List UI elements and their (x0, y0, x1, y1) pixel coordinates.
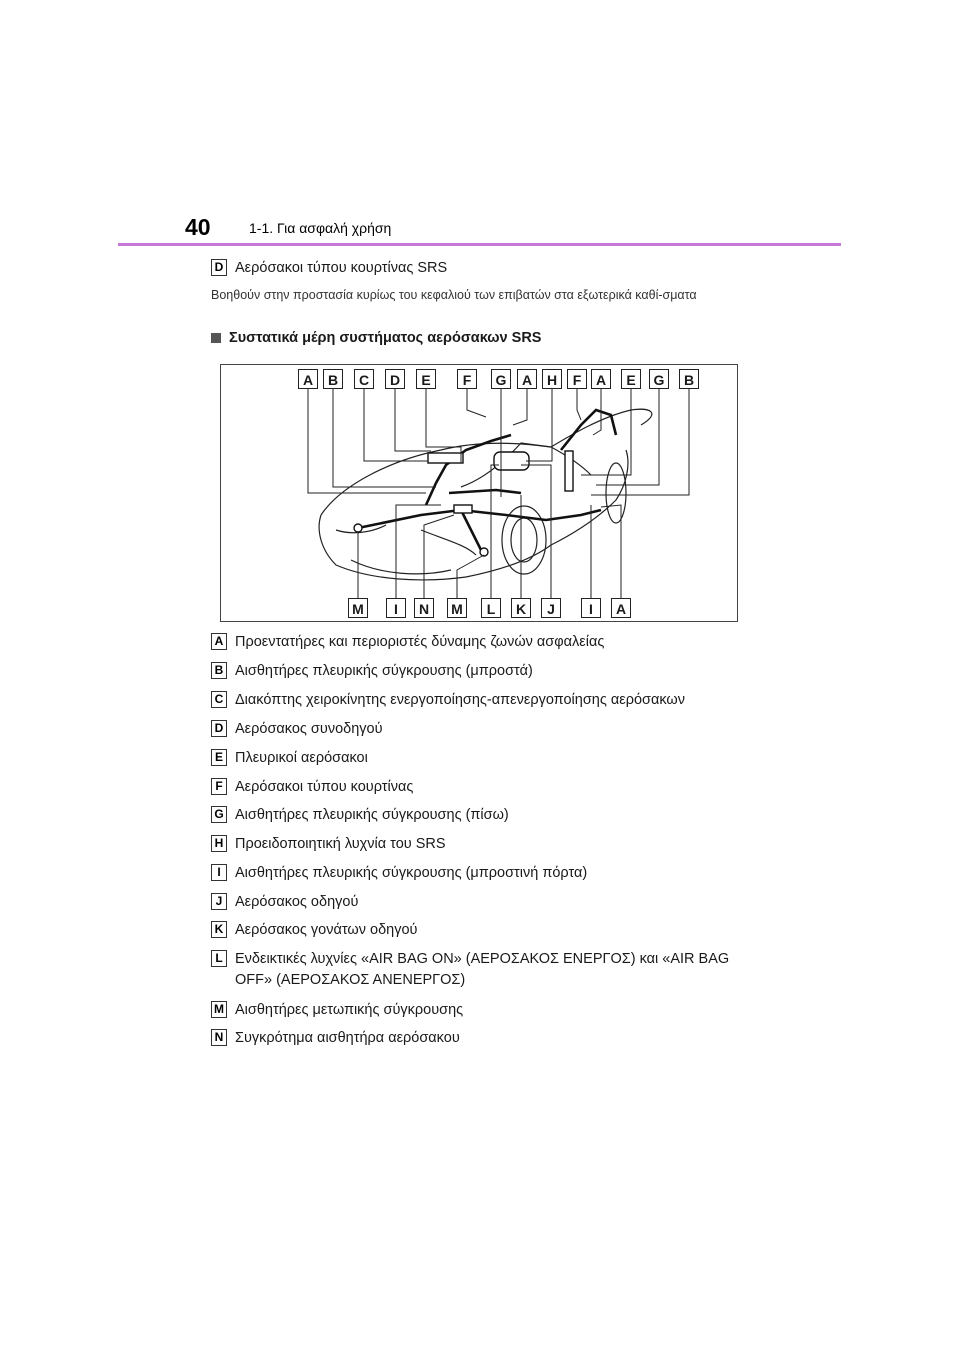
leader-f1 (467, 387, 486, 417)
intro-text: Αερόσακοι τύπου κουρτίνας SRS (235, 260, 448, 276)
callout-top-8: A (517, 369, 537, 389)
legend-text: Συγκρότημα αισθητήρα αερόσακου (235, 1030, 460, 1046)
front-sensor-left (354, 524, 362, 532)
driver-airbag-module (494, 452, 529, 470)
legend-text: Διακόπτης χειροκίνητης ενεργοποίησης-απενεργοποίησης αερόσακων (235, 692, 685, 708)
intro-item (211, 258, 755, 279)
legend-item (211, 690, 755, 711)
legend-label: E (211, 749, 227, 766)
callout-bottom-2: I (386, 598, 406, 618)
legend-item (211, 892, 755, 913)
callout-top-11: A (591, 369, 611, 389)
legend-label: I (211, 864, 227, 881)
headlight-right (421, 530, 476, 555)
leader-b1 (333, 387, 436, 487)
passenger-airbag-module (428, 453, 463, 463)
legend-text: Αισθητήρες πλευρικής σύγκρουσης (μπροστινή πόρτα) (235, 865, 588, 881)
intro-description: Βοηθούν στην προστασία κυρίως του κεφαλιού των επιβατών στα εξωτερικά καθί-σματα (211, 288, 697, 302)
callout-top-6: F (457, 369, 477, 389)
callout-bottom-5: L (481, 598, 501, 618)
callout-top-12: E (621, 369, 641, 389)
legend-text: Αερόσακος συνοδηγού (235, 721, 383, 737)
callout-top-13: G (649, 369, 669, 389)
callout-top-7: G (491, 369, 511, 389)
callout-bottom-6: K (511, 598, 531, 618)
airbag-components-figure (220, 364, 738, 622)
legend-label: J (211, 893, 227, 910)
legend-text: Ενδεικτικές λυχνίες «AIR BAG ON» (ΑΕΡΟΣΑΚΟΣ ΕΝΕΡΓΟΣ) και «AIR BAG OFF» (ΑΕΡΟΣΑΚΟΣ ΑΝΕΝΕΡΓΟΣ) (235, 951, 730, 988)
legend-label: K (211, 921, 227, 938)
callout-bottom-4: M (447, 598, 467, 618)
wiring-harness-main (358, 510, 601, 528)
legend-item (211, 920, 755, 941)
callout-bottom-7: J (541, 598, 561, 618)
callout-bottom-1: M (348, 598, 368, 618)
legend-label: H (211, 835, 227, 852)
grille-line (351, 560, 451, 574)
intro-label: D (211, 259, 227, 276)
legend-text: Αερόσακος οδηγού (235, 894, 359, 910)
legend-text: Αισθητήρες πλευρικής σύγκρουσης (πίσω) (235, 807, 509, 823)
leader-b2 (591, 387, 689, 495)
legend-item (211, 748, 755, 769)
legend-item (211, 661, 755, 682)
legend-item (211, 949, 755, 991)
leader-a2 (513, 387, 527, 425)
subheading (211, 330, 541, 346)
callout-bottom-3: N (414, 598, 434, 618)
legend-item (211, 834, 755, 855)
legend-label: B (211, 662, 227, 679)
legend-label: M (211, 1001, 227, 1018)
callout-top-9: H (542, 369, 562, 389)
page-number: 40 (185, 214, 211, 240)
legend-text: Πλευρικοί αερόσακοι (235, 750, 368, 766)
square-bullet-icon (211, 333, 221, 343)
car-front-line (319, 515, 466, 580)
rear-wheel (606, 463, 626, 523)
legend-label: A (211, 633, 227, 650)
legend-label: G (211, 806, 227, 823)
leader-c (364, 387, 428, 461)
callout-top-14: B (679, 369, 699, 389)
legend-item (211, 1000, 755, 1021)
leader-n (424, 515, 454, 602)
callout-bottom-9: A (611, 598, 631, 618)
wiring-harness-center (449, 490, 521, 493)
callout-bottom-8: I (581, 598, 601, 618)
car-roof-line (321, 409, 652, 515)
legend-label: C (211, 691, 227, 708)
callout-top-3: C (354, 369, 374, 389)
legend-item (211, 1028, 755, 1049)
leader-f2 (577, 387, 581, 420)
legend-item (211, 805, 755, 826)
legend-text: Προειδοποιητική λυχνία του SRS (235, 836, 446, 852)
legend-item (211, 777, 755, 798)
legend-text: Αερόσακοι τύπου κουρτίνας (235, 779, 414, 795)
legend-label: F (211, 778, 227, 795)
leader-l (491, 465, 499, 602)
callout-top-1: A (298, 369, 318, 389)
front-wheel-hub (511, 518, 537, 562)
section-title: 1-1. Για ασφαλή χρήση (249, 220, 392, 236)
airbag-sensor-assembly (454, 505, 472, 513)
subheading-text: Συστατικά μέρη συστήματος αερόσακων SRS (229, 330, 542, 346)
side-airbag-right (565, 451, 573, 491)
callout-top-4: D (385, 369, 405, 389)
legend-item (211, 719, 755, 740)
legend-text: Αισθητήρες πλευρικής σύγκρουσης (μπροστά) (235, 663, 533, 679)
car-illustration (221, 365, 739, 623)
legend-text: Προεντατήρες και περιοριστές δύναμης ζωνών ασφαλείας (235, 634, 605, 650)
callout-top-5: E (416, 369, 436, 389)
header-divider (118, 243, 841, 246)
legend-text: Αισθητήρες μετωπικής σύγκρουσης (235, 1002, 464, 1018)
leader-h (526, 387, 552, 461)
legend-label: D (211, 720, 227, 737)
legend-label: L (211, 950, 227, 967)
legend-item (211, 632, 755, 653)
callout-top-10: F (567, 369, 587, 389)
legend-item (211, 863, 755, 884)
wiring-harness-curtain-right (561, 410, 616, 450)
legend-text: Αερόσακος γονάτων οδηγού (235, 922, 418, 938)
callout-top-2: B (323, 369, 343, 389)
front-sensor-right (480, 548, 488, 556)
legend-label: N (211, 1029, 227, 1046)
leader-m2 (457, 555, 484, 602)
leader-e2 (581, 387, 631, 475)
